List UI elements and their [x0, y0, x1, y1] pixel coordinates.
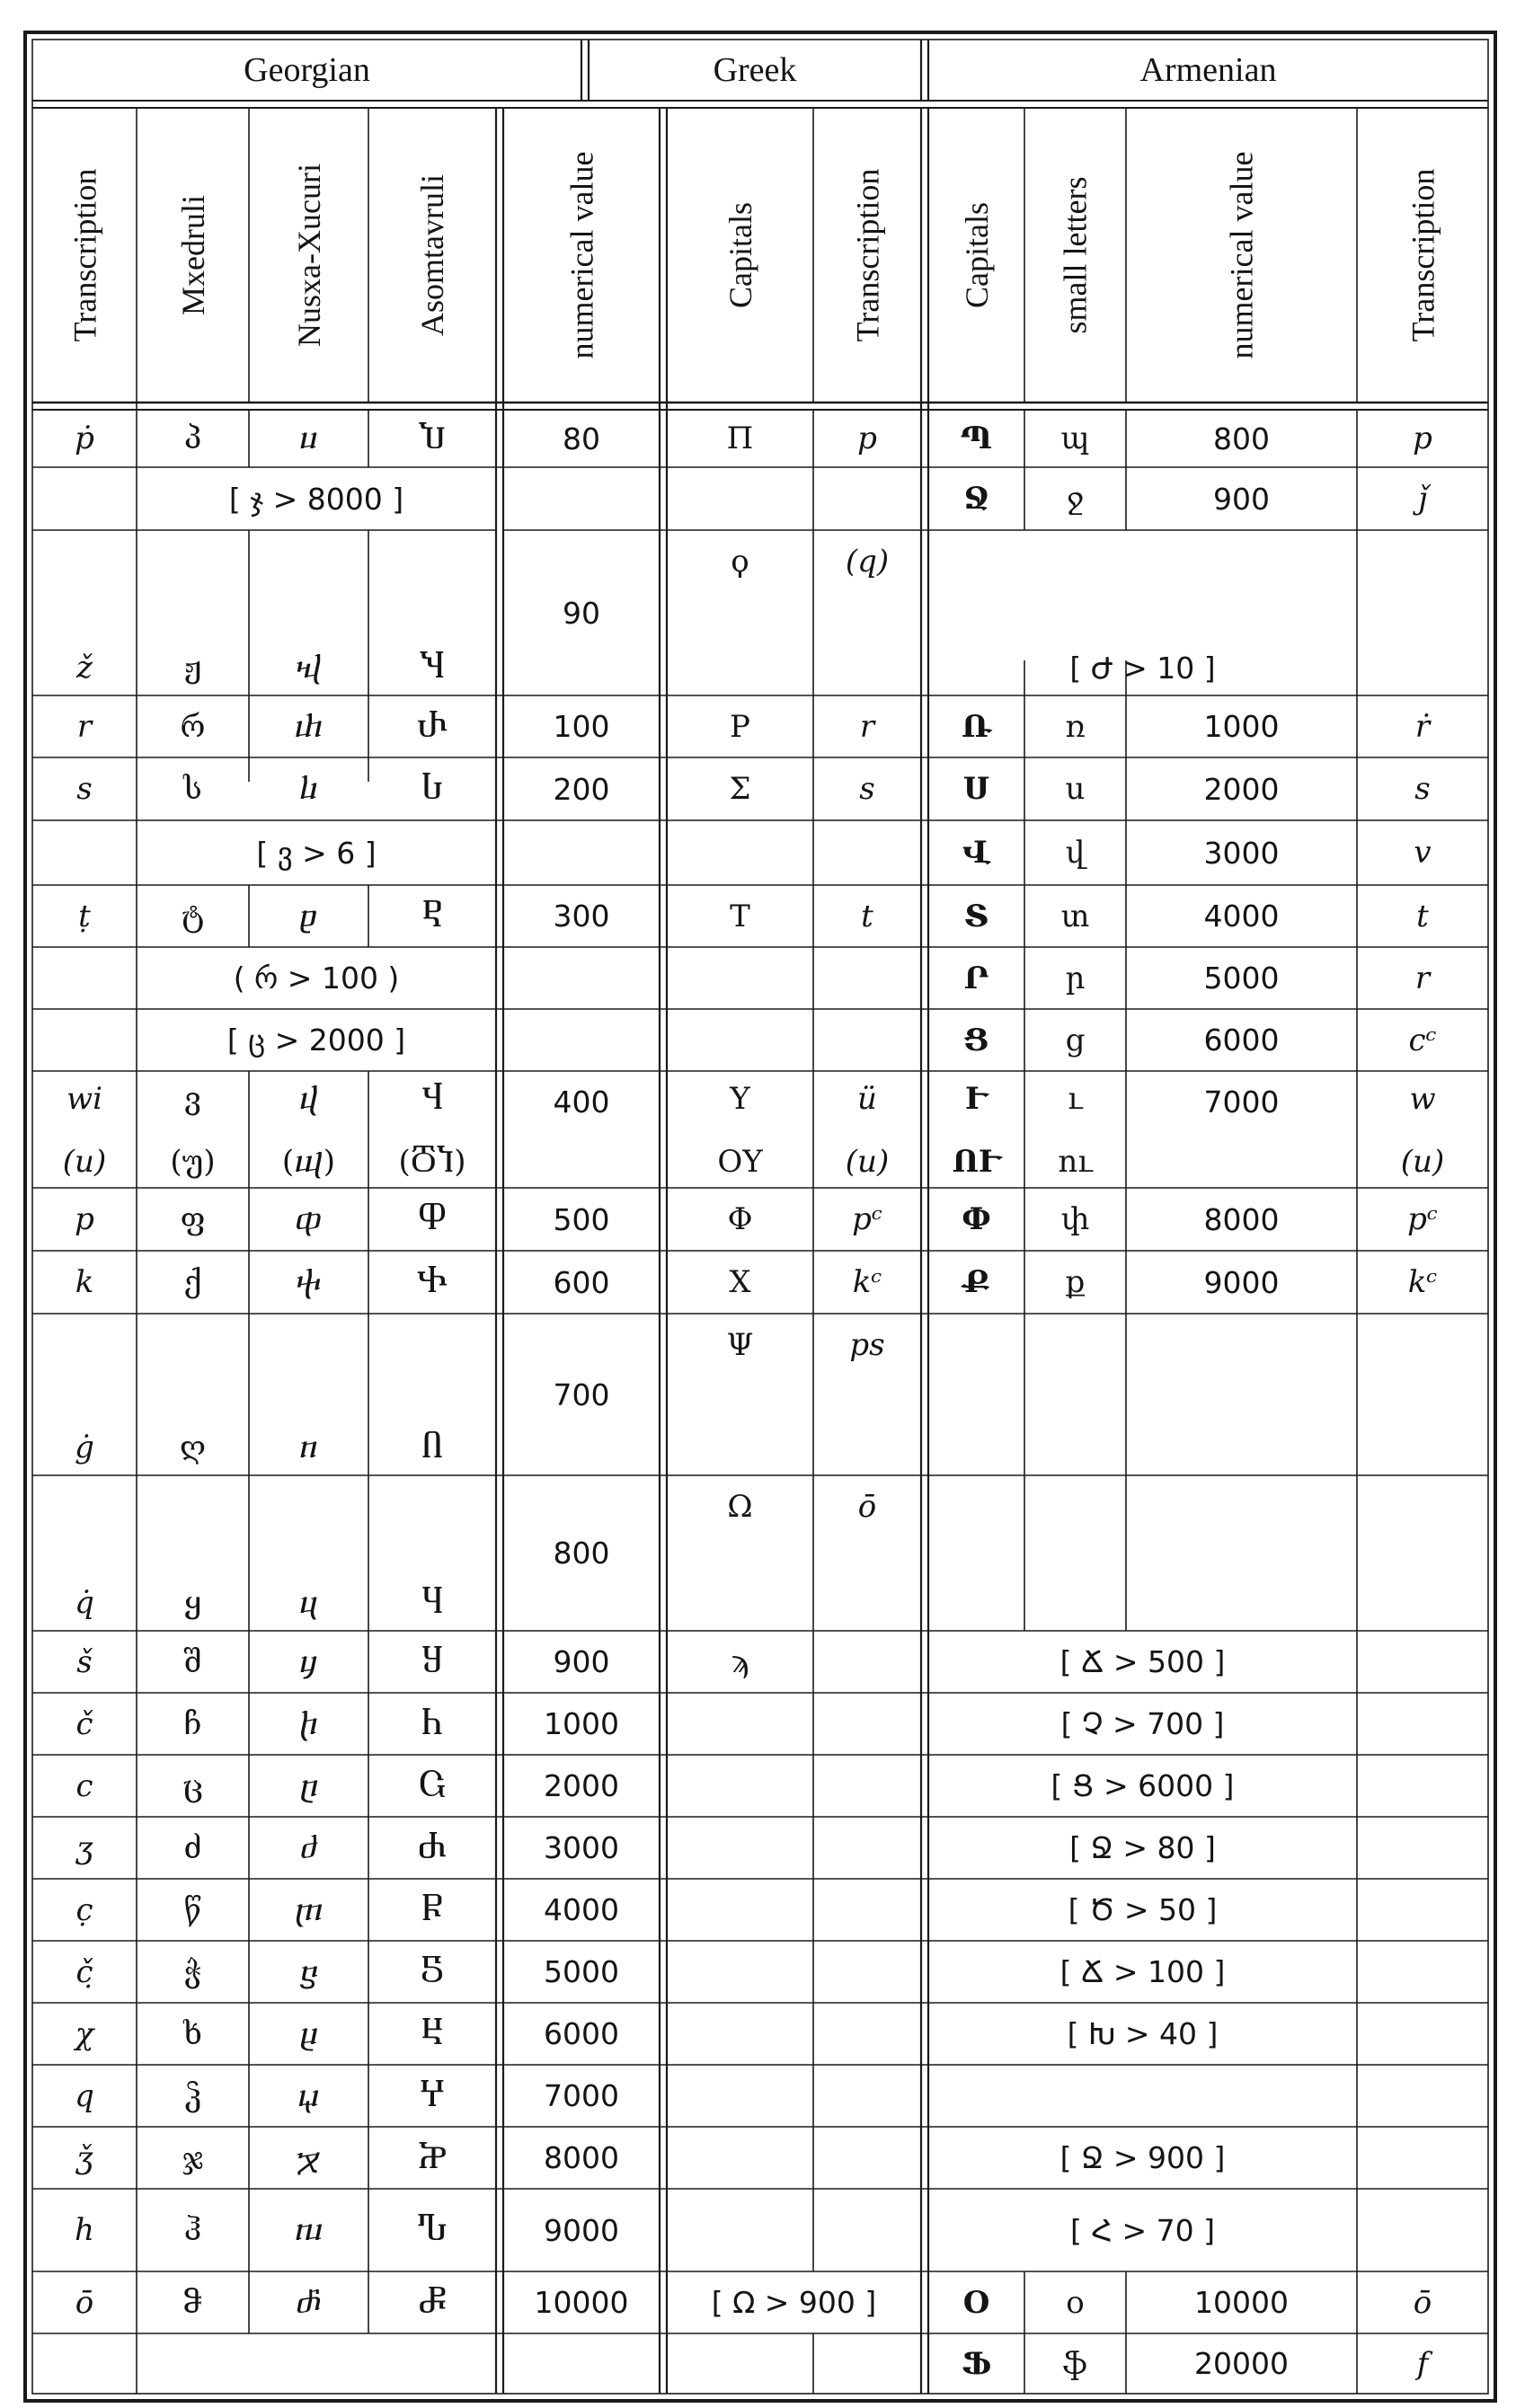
geo-asomtavruli-cell: Ⴤ	[419, 2077, 446, 2114]
armenian-numerical-cell: 8000	[1203, 1201, 1280, 1237]
numerical-value-cell: 8000	[544, 2140, 619, 2175]
armenian-small-cell	[1024, 1075, 1126, 1186]
armenian-numerical-cell: 6000	[1203, 1023, 1280, 1058]
geo-transcription-cell	[32, 1075, 137, 1186]
armenian-small-cell: ֆ	[1062, 2345, 1088, 2382]
armenian-transcription-cell: s	[1414, 771, 1431, 807]
armenian-small-cell: ր	[1065, 960, 1086, 996]
col-header-greek-transcription: Transcription	[849, 168, 885, 342]
numerical-value-cell: 7000	[544, 2078, 619, 2113]
armenian-note-cell: [ Ց > 6000 ]	[1051, 1768, 1235, 1803]
primary-value: Ⴣ	[421, 1081, 444, 1117]
geo-mxedruli-cell: ჵ	[182, 2284, 203, 2321]
geo-mxedruli-cell	[137, 1075, 249, 1186]
geo-asomtavruli-cell: Ⴜ	[421, 1891, 444, 1928]
armenian-capital-cell: Փ	[962, 1201, 991, 1237]
geo-transcription-cell: ʒ	[75, 1829, 93, 1866]
greek-capital-cell: ϡ	[731, 1643, 749, 1680]
geo-transcription-cell: ġ	[75, 1430, 94, 1465]
geo-asomtavruli-cell: Ⴞ	[421, 2015, 444, 2052]
geo-transcription-cell: q̇	[75, 1585, 94, 1621]
greek-transcription-cell: r	[859, 708, 875, 745]
armenian-small-cell: ս	[1065, 771, 1086, 807]
numerical-value-cell: 80	[563, 421, 600, 456]
armenian-capital-cell	[928, 1075, 1024, 1186]
geo-transcription-cell: ṭ	[78, 898, 91, 934]
armenian-transcription-cell: t	[1416, 898, 1429, 934]
greek-transcription-cell: pᶜ	[852, 1201, 882, 1237]
geo-mxedruli-cell: ფ	[180, 1201, 206, 1237]
geo-nusxa-cell: ⴔ	[294, 1201, 324, 1237]
armenian-numerical-cell: 10000	[1194, 2285, 1289, 2320]
armenian-transcription-cell: ō	[1413, 2284, 1432, 2321]
primary-value: ւ	[1068, 1081, 1083, 1117]
greek-capital-cell: ϙ	[731, 544, 749, 580]
geo-asomtavruli-cell: Ⴖ	[421, 1430, 444, 1465]
armenian-transcription-cell: cᶜ	[1408, 1022, 1437, 1058]
geo-nusxa-cell: ⴎ	[298, 421, 319, 456]
secondary-value: ΟΥ	[717, 1144, 763, 1180]
geo-mxedruli-cell: ს	[183, 771, 202, 807]
geo-mxedruli-cell: რ	[180, 708, 206, 745]
armenian-capital-cell: Ր	[963, 960, 989, 996]
armenian-capital-cell: Ջ	[963, 481, 989, 517]
geo-nusxa-cell: ⴠ	[294, 2212, 324, 2248]
geo-asomtavruli-cell: Ⴔ	[418, 1201, 447, 1237]
armenian-transcription-cell: kᶜ	[1407, 1264, 1438, 1300]
geo-nusxa-cell: ⴘ	[298, 1643, 319, 1680]
geo-mxedruli-cell: პ	[183, 421, 202, 456]
geo-nusxa-cell: ⴤ	[297, 2077, 321, 2114]
geo-transcription-cell: χ	[75, 2015, 94, 2052]
armenian-numerical-cell: 900	[1213, 481, 1270, 517]
greek-capital-cell: Ρ	[730, 708, 750, 745]
armenian-note-cell: [ Ճ > 100 ]	[1059, 1954, 1226, 1989]
numerical-value-cell: 100	[553, 709, 610, 744]
greek-transcription-cell: (q)	[845, 544, 890, 580]
geo-transcription-cell: ǯ	[75, 2139, 93, 2176]
secondary-value: (უ)	[170, 1144, 216, 1180]
armenian-capital-cell: Ց	[963, 1022, 989, 1058]
geo-nusxa-cell: ⴜ	[293, 1891, 324, 1928]
geo-mxedruli-cell: ქ	[183, 1264, 202, 1300]
geo-asomtavruli-cell: Ⴐ	[416, 708, 448, 745]
armenian-small-cell: ջ	[1066, 481, 1085, 517]
armenian-note-cell: [ Խ > 40 ]	[1067, 2016, 1219, 2051]
primary-value: ü	[857, 1081, 877, 1117]
armenian-capital-cell: Պ	[960, 421, 993, 456]
armenian-group-header: Armenian	[1139, 51, 1277, 89]
geo-mxedruli-cell: ჭ	[183, 1953, 202, 1990]
armenian-note-cell: [ Ծ > 50 ]	[1068, 1892, 1218, 1927]
geo-transcription-cell: ṗ	[75, 421, 94, 456]
geo-nusxa-cell: ⴚ	[297, 1767, 320, 1804]
geo-transcription-cell: č	[75, 1705, 93, 1742]
col-header-armenian-transcription: Transcription	[1405, 168, 1441, 342]
numerical-value-cell: 700	[553, 1377, 610, 1412]
armenian-small-cell: ք	[1065, 1264, 1086, 1300]
primary-value: ⴣ	[298, 1081, 319, 1117]
geo-nusxa-cell: ⴕ	[295, 1264, 323, 1300]
numerical-value-cell: 3000	[544, 1830, 619, 1865]
geo-transcription-cell: h	[75, 2212, 94, 2248]
geo-note-cell: ( რ > 100 )	[233, 961, 400, 996]
armenian-small-cell: օ	[1066, 2284, 1085, 2321]
armenian-note-cell: [ Ջ > 80 ]	[1069, 1830, 1216, 1865]
armenian-small-cell: պ	[1060, 421, 1090, 456]
geo-transcription-cell: c	[75, 1767, 93, 1804]
greek-transcription-cell: kᶜ	[852, 1264, 882, 1300]
armenian-numerical-cell: 4000	[1203, 899, 1280, 934]
armenian-numerical-cell: 5000	[1203, 961, 1280, 996]
primary-value: w	[1409, 1081, 1436, 1117]
numerical-value-cell: 10000	[534, 2285, 629, 2320]
armenian-transcription-cell	[1357, 1075, 1488, 1186]
geo-transcription-cell: p	[75, 1201, 94, 1237]
geo-nusxa-cell: ⴒ	[298, 898, 319, 934]
armenian-numerical-cell: 7000	[1203, 1084, 1280, 1120]
geo-nusxa-cell: ⴏ	[295, 650, 323, 686]
greek-group-header: Greek	[713, 51, 797, 89]
armenian-transcription-cell: pᶜ	[1407, 1201, 1438, 1237]
armenian-transcription-cell: r	[1414, 960, 1431, 996]
geo-nusxa-cell: ⴞ	[298, 2015, 319, 2052]
geo-transcription-cell: ž	[76, 650, 93, 686]
armenian-capital-cell: Վ	[962, 835, 991, 871]
numerical-value-cell: 4000	[544, 1892, 619, 1927]
geo-nusxa-cell: ⴐ	[294, 708, 324, 745]
numerical-value-cell: 800	[553, 1536, 610, 1571]
secondary-value: (ႣႨ)	[398, 1144, 466, 1180]
geo-mxedruli-cell: ც	[182, 1767, 203, 1804]
geo-asomtavruli-cell: Ⴑ	[421, 771, 444, 807]
armenian-small-cell: ռ	[1065, 708, 1086, 745]
secondary-value: ու	[1058, 1144, 1093, 1180]
armenian-transcription-cell: p	[1413, 421, 1432, 456]
greek-capital-cell: Σ	[729, 771, 751, 807]
armenian-numerical-cell: 20000	[1194, 2346, 1289, 2381]
armenian-numerical-cell: 2000	[1203, 771, 1280, 807]
col-header-asomtavruli: Asomtavruli	[414, 174, 451, 336]
armenian-note-cell: [ Չ > 700 ]	[1060, 1706, 1225, 1741]
armenian-capital-cell: Ս	[962, 771, 990, 807]
numerical-value-cell: 600	[553, 1264, 610, 1300]
armenian-capital-cell: Տ	[963, 898, 989, 934]
geo-asomtavruli-cell: Ⴟ	[417, 2139, 448, 2176]
armenian-capital-cell: Ֆ	[962, 2345, 991, 2382]
col-header-mxedruli: Mxedruli	[174, 195, 211, 315]
geo-asomtavruli-cell: Ⴎ	[418, 421, 447, 456]
greek-transcription-cell: ps	[849, 1327, 885, 1363]
geo-mxedruli-cell: ჩ	[183, 1705, 202, 1742]
geo-asomtavruli-cell: Ⴥ	[417, 2284, 448, 2321]
armenian-transcription-cell: v	[1414, 835, 1432, 871]
armenian-numerical-cell: 3000	[1203, 835, 1280, 871]
greek-capital-cell: Φ	[727, 1201, 753, 1237]
secondary-value: ՈՒ	[952, 1144, 1001, 1180]
geo-transcription-cell: q	[75, 2077, 94, 2114]
primary-value: ვ	[184, 1081, 201, 1117]
geo-transcription-cell: c̣	[75, 1891, 93, 1928]
primary-value: wi	[66, 1081, 102, 1117]
numerical-value-cell: 900	[553, 1644, 610, 1679]
geo-nusxa-cell: ⴛ	[298, 1829, 319, 1866]
numerical-value-cell: 2000	[544, 1768, 619, 1803]
col-header-nusxa-xucuri: Nusxa-Xucuri	[290, 164, 327, 347]
geo-nusxa-cell: ⴝ	[297, 1953, 320, 1990]
armenian-note-cell: [ Ջ > 900 ]	[1059, 2140, 1226, 2175]
geo-nusxa-cell: ⴖ	[298, 1430, 319, 1465]
geo-nusxa-cell: ⴗ	[298, 1585, 319, 1621]
greek-transcription-cell: t	[861, 898, 873, 934]
armenian-transcription-cell: ṙ	[1414, 708, 1431, 745]
armenian-note-cell: [ Ժ > 10 ]	[1069, 651, 1216, 686]
geo-transcription-cell: k	[75, 1264, 94, 1300]
geo-nusxa-cell: ⴑ	[298, 771, 319, 807]
geo-asomtavruli-cell: Ⴙ	[421, 1705, 444, 1742]
greek-capital-cell: Χ	[729, 1264, 751, 1300]
armenian-small-cell: փ	[1060, 1201, 1090, 1237]
greek-capital-cell: Π	[726, 421, 754, 456]
secondary-value: (u)	[845, 1144, 890, 1180]
greek-capital-cell: Ω	[727, 1489, 753, 1525]
greek-capital-cell: Τ	[730, 898, 750, 934]
geo-asomtavruli-cell: Ⴠ	[416, 2212, 448, 2248]
armenian-transcription-cell: f	[1416, 2345, 1429, 2382]
geo-mxedruli-cell: ჯ	[182, 2139, 204, 2176]
geo-asomtavruli-cell: Ⴚ	[419, 1767, 446, 1804]
primary-value: Ւ	[965, 1081, 988, 1117]
col-header-armenian-capitals: Capitals	[958, 202, 995, 308]
geo-transcription-cell: č̣	[75, 1953, 93, 1990]
col-header-geo-transcription: Transcription	[66, 168, 102, 342]
geo-mxedruli-cell: ტ	[181, 898, 205, 934]
numerical-value-cell: 6000	[544, 2016, 619, 2051]
armenian-small-cell: տ	[1060, 898, 1090, 934]
greek-transcription-cell: ō	[857, 1489, 877, 1525]
geo-note-cell: [ ც > 2000 ]	[226, 1023, 406, 1058]
geo-nusxa-cell: ⴥ	[294, 2284, 324, 2321]
geo-asomtavruli-cell: Ⴏ	[419, 650, 446, 686]
geo-mxedruli-cell: ჟ	[183, 650, 202, 686]
geo-nusxa-cell	[249, 1075, 368, 1186]
secondary-value: (ⴓ)	[281, 1144, 336, 1180]
col-header-armenian-numerical-value: numerical value	[1223, 151, 1260, 359]
armenian-note-cell: [ Ճ > 500 ]	[1059, 1644, 1226, 1679]
greek-capital-cell: Ψ	[726, 1327, 754, 1363]
geo-asomtavruli-cell: Ⴘ	[421, 1643, 444, 1680]
greek-transcription-cell: s	[859, 771, 875, 807]
geo-transcription-cell: š	[76, 1643, 93, 1680]
armenian-capital-cell: Ռ	[962, 708, 991, 745]
geo-asomtavruli-cell: Ⴛ	[418, 1829, 447, 1866]
numerical-value-cell: 400	[553, 1084, 610, 1120]
geo-nusxa-cell: ⴟ	[296, 2139, 322, 2176]
col-header-armenian-small-letters: small letters	[1057, 176, 1094, 334]
geo-mxedruli-cell: ჴ	[183, 2077, 202, 2114]
geo-transcription-cell: s	[76, 771, 93, 807]
georgian-group-header: Georgian	[244, 51, 370, 89]
geo-asomtavruli-cell	[368, 1075, 496, 1186]
greek-transcription-cell	[813, 1075, 921, 1186]
geo-mxedruli-cell: შ	[183, 1643, 202, 1680]
armenian-small-cell: վ	[1065, 835, 1086, 871]
geo-note-cell: [ ვ > 6 ]	[256, 835, 377, 871]
geo-transcription-cell: r	[76, 708, 93, 745]
geo-asomtavruli-cell: Ⴗ	[421, 1585, 444, 1621]
armenian-transcription-cell: ǰ	[1417, 481, 1428, 517]
numerical-value-cell: 1000	[544, 1706, 619, 1741]
numerical-value-cell: 90	[563, 595, 600, 631]
geo-mxedruli-cell: ძ	[183, 1829, 202, 1866]
armenian-numerical-cell: 800	[1213, 421, 1270, 456]
secondary-value: (u)	[62, 1144, 107, 1180]
armenian-capital-cell: Օ	[962, 2284, 990, 2321]
geo-asomtavruli-cell: Ⴝ	[421, 1953, 444, 1990]
numerical-value-cell: 5000	[544, 1954, 619, 1989]
geo-mxedruli-cell: წ	[183, 1891, 202, 1928]
col-header-greek-capitals: Capitals	[722, 202, 758, 308]
armenian-numerical-cell: 1000	[1203, 709, 1280, 744]
geo-transcription-cell: ō	[75, 2284, 94, 2321]
greek-capital-cell	[667, 1075, 813, 1186]
col-header-numerical-value: numerical value	[563, 151, 600, 359]
greek-note-cell: [ Ω > 900 ]	[711, 2285, 877, 2320]
secondary-value: (u)	[1400, 1144, 1445, 1180]
geo-asomtavruli-cell: Ⴒ	[421, 898, 443, 934]
geo-asomtavruli-cell: Ⴕ	[416, 1264, 448, 1300]
geo-nusxa-cell: ⴙ	[298, 1705, 319, 1742]
geo-mxedruli-cell: ყ	[183, 1585, 202, 1621]
primary-value: Υ	[730, 1081, 750, 1117]
geo-note-cell: [ ჯ > 8000 ]	[228, 481, 404, 517]
numerical-value-cell: 300	[553, 899, 610, 934]
geo-mxedruli-cell: ღ	[179, 1430, 207, 1465]
geo-mxedruli-cell: ჰ	[183, 2212, 202, 2248]
greek-transcription-cell: p	[857, 421, 877, 456]
numerical-value-cell: 200	[553, 771, 610, 807]
armenian-note-cell: [ Հ > 70 ]	[1070, 2212, 1215, 2248]
geo-mxedruli-cell: ხ	[183, 2015, 202, 2052]
armenian-small-cell: ց	[1065, 1022, 1086, 1058]
numerical-value-cell: 9000	[544, 2212, 619, 2248]
armenian-capital-cell: Ք	[962, 1264, 990, 1300]
armenian-numerical-cell: 9000	[1203, 1264, 1280, 1300]
numerical-value-cell: 500	[553, 1201, 610, 1237]
